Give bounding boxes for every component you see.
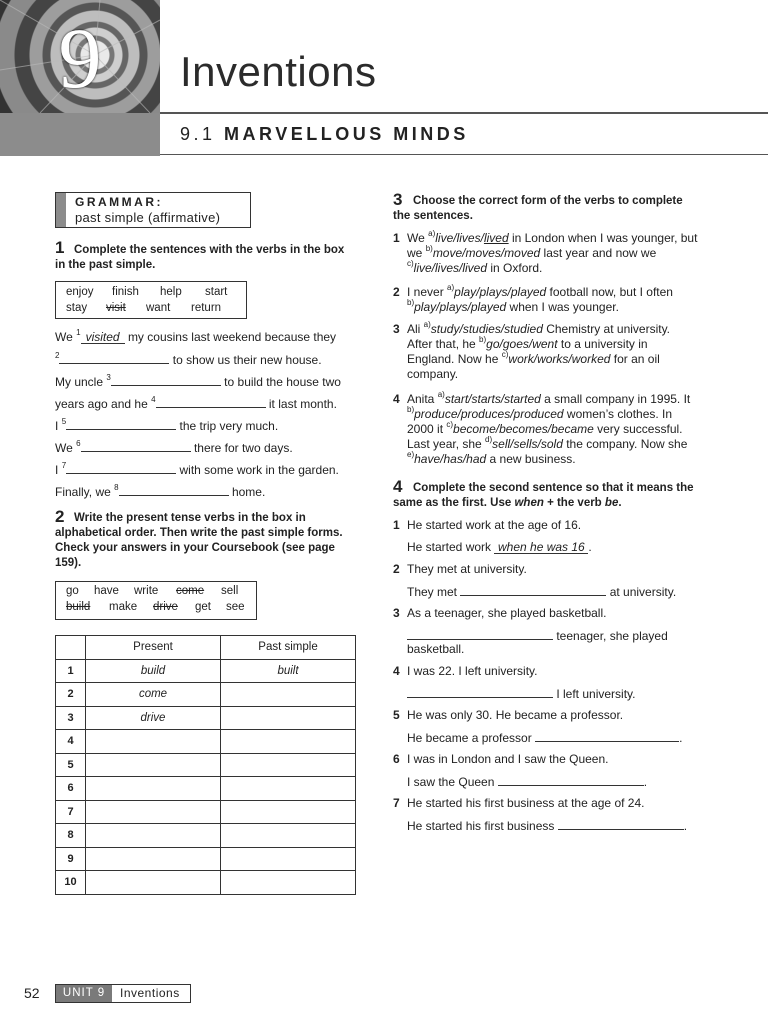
past-cell[interactable]: [221, 706, 356, 730]
ex1-line-5: [55, 418, 278, 434]
word: have: [94, 585, 119, 597]
present-cell[interactable]: build: [86, 659, 221, 683]
ex3-item-1: 1 We $^{a)}$live/lives/lived in London when I was younger, but we $^{b)}$move/moves/moved last year and now we $^{c)}$live/lives/lived in Oxford.: [393, 229, 698, 275]
line-text: to show us their new house.: [172, 353, 322, 367]
ex1-line-2: [55, 352, 322, 368]
line-text: I: [55, 463, 59, 477]
section-heading: [180, 124, 469, 145]
second-sentence-end: I left university.: [556, 687, 636, 701]
table-row: [56, 800, 356, 824]
first-sentence: I was in London and I saw the Queen.: [407, 752, 609, 766]
ex4-item-6: [393, 752, 609, 767]
row-number: 2: [56, 683, 86, 707]
present-cell[interactable]: [86, 871, 221, 895]
word: sell: [221, 585, 239, 597]
example-answer: when he was 16: [494, 541, 588, 554]
item-number: 2: [393, 562, 400, 576]
gap-number: 3: [106, 373, 111, 382]
header-rule: [160, 112, 768, 114]
row-number: 4: [56, 730, 86, 754]
second-sentence-start: He started work: [407, 540, 492, 554]
instruction-text: Complete the second sentence so that it means the same as the first. Use: [393, 482, 694, 509]
table-row: [56, 847, 356, 871]
answer-blank[interactable]: [535, 730, 679, 742]
gap-number: 6: [76, 439, 81, 448]
ex4-item-4-second: [407, 686, 635, 702]
table-header-row: [56, 636, 356, 660]
ex1-line-8: [55, 484, 265, 500]
second-sentence-end: .: [683, 819, 688, 833]
past-cell[interactable]: [221, 824, 356, 848]
word-crossed: build: [66, 601, 91, 613]
row-number: 1: [56, 659, 86, 683]
ex1-number: 1: [55, 238, 65, 257]
word: start: [205, 286, 228, 298]
page-number: 52: [24, 985, 40, 1001]
ex4-item-2: [393, 562, 527, 577]
ex3-item-4: 4 Anita $^{a)}$start/starts/started a small company in 1995. It $^{b)}$produce/produces/produced women’s clothes. In 2000 it $^{c)}$become/becomes/became very successful. Last year, she $^{d)}$sell/sells/sold the company. Now she $^{e)}$have/has/had a new business.: [393, 390, 691, 466]
present-cell[interactable]: [86, 753, 221, 777]
ex3-item-3: 3 Ali $^{a)}$study/studies/studied Chemistry at university. After that, he $^{b)}$go/goes/went to a university in England. Now he $^{c)}$work/works/worked for an oil company.: [393, 320, 671, 381]
grammar-box-bar: [56, 193, 66, 227]
first-sentence: He started work at the age of 16.: [407, 518, 582, 532]
answer-blank[interactable]: [119, 484, 229, 496]
line-text: the trip very much.: [179, 419, 279, 433]
answer-blank[interactable]: [66, 418, 176, 430]
ex1-line-6: [55, 440, 293, 456]
gap-number: 7: [61, 461, 67, 470]
item-number: 1: [393, 518, 400, 532]
present-cell[interactable]: drive: [86, 706, 221, 730]
past-cell[interactable]: [221, 800, 356, 824]
answer-blank[interactable]: [558, 818, 684, 830]
footer-unit-label: UNIT 9: [56, 985, 112, 1002]
answer-blank[interactable]: [407, 686, 553, 698]
answer-blank[interactable]: [81, 440, 191, 452]
item-number: 6: [393, 752, 400, 766]
line-text: it last month.: [268, 397, 337, 411]
row-number: 8: [56, 824, 86, 848]
column-header: Present: [86, 636, 221, 660]
answer-blank[interactable]: [498, 774, 644, 786]
ex1-line-7: [55, 462, 339, 478]
word: help: [160, 286, 182, 298]
second-sentence-continuation: basketball.: [407, 642, 465, 656]
past-cell[interactable]: [221, 730, 356, 754]
second-sentence-start: He became a professor: [407, 731, 532, 745]
ex3-item-2: 2 I never $^{a)}$play/plays/played football now, but I often $^{b)}$play/plays/played when I was younger.: [393, 283, 673, 314]
present-cell[interactable]: [86, 800, 221, 824]
ex2-instruction: Write the present tense verbs in the box in alphabetical order. Then write the past simple forms. Check your answers in your Coursebook (see page 159).: [55, 512, 343, 569]
answer-blank[interactable]: [66, 462, 176, 474]
second-sentence-end: .: [643, 775, 648, 789]
word-crossed: drive: [153, 601, 178, 613]
ex4-item-7-second: [407, 818, 687, 834]
second-sentence-end: teenager, she played: [556, 629, 668, 643]
line-text: years ago and he: [55, 397, 148, 411]
gap-number: 4: [151, 395, 156, 404]
section-title: MARVELLOUS MINDS: [224, 124, 469, 144]
grammar-topic: past simple (affirmative): [75, 210, 221, 225]
table-corner: [56, 636, 86, 660]
header-rule-bottom: [160, 154, 768, 155]
header-gray-bar: [0, 113, 160, 156]
item-number: 3: [393, 606, 400, 620]
line-text: with some work in the garden.: [179, 463, 339, 477]
second-sentence-end: at university.: [609, 585, 677, 599]
ex4-instruction: Complete the second sentence so that it means the same as the first. Use when + the verb be.: [393, 482, 694, 509]
table-row: [56, 753, 356, 777]
word: make: [109, 601, 138, 613]
second-sentence-start: They met: [407, 585, 458, 599]
item-number: 4: [393, 664, 400, 678]
ex4-number: 4: [393, 477, 403, 496]
second-sentence-end: .: [679, 731, 683, 745]
line-text: We: [55, 330, 73, 344]
ex2-word-box: [55, 581, 257, 620]
line-text: I: [55, 419, 59, 433]
first-sentence: As a teenager, she played basketball.: [407, 606, 607, 620]
unit-number: 9: [58, 10, 102, 106]
ex1-line-4: [55, 396, 337, 412]
ex4-item-3: [393, 606, 607, 621]
answer-blank[interactable]: [460, 584, 606, 596]
ex1-instruction: Complete the sentences with the verbs in the box in the past simple.: [55, 244, 345, 271]
footer-unit-title: Inventions: [120, 986, 180, 1000]
row-number: 7: [56, 800, 86, 824]
word: return: [191, 302, 222, 314]
table-row: [56, 777, 356, 801]
word: stay: [66, 302, 88, 314]
second-sentence-end: .: [588, 540, 592, 554]
second-sentence-start: I saw the Queen: [407, 775, 495, 789]
present-cell[interactable]: [86, 847, 221, 871]
unit-title: Inventions: [180, 48, 377, 95]
grammar-label: GRAMMAR:: [75, 195, 163, 209]
table-row: [56, 730, 356, 754]
present-cell[interactable]: [86, 777, 221, 801]
ex4-item-5-second: [407, 730, 682, 746]
past-cell[interactable]: built: [221, 659, 356, 683]
line-text: We: [55, 441, 73, 455]
ex4-item-5: [393, 708, 624, 723]
second-sentence-start: He started his first business: [407, 819, 555, 833]
answer-blank[interactable]: [111, 374, 221, 386]
word-crossed: come: [176, 585, 205, 597]
line-text: My uncle: [55, 375, 104, 389]
ex4-item-1-second: [407, 540, 592, 555]
answer-blank[interactable]: [407, 628, 553, 640]
ex4-item-7: [393, 796, 645, 811]
ex3-number: 3: [393, 190, 403, 209]
past-cell[interactable]: [221, 847, 356, 871]
past-cell[interactable]: [221, 753, 356, 777]
word: go: [66, 585, 79, 597]
word: get: [195, 601, 211, 613]
ex1-line-1: [55, 330, 336, 345]
ex4-item-1: [393, 518, 582, 533]
grammar-box: [55, 192, 251, 228]
line-text: there for two days.: [193, 441, 293, 455]
answer-blank[interactable]: [59, 352, 169, 364]
answer-blank[interactable]: [156, 396, 266, 408]
table-row: [56, 871, 356, 895]
line-text: Finally, we: [55, 485, 111, 499]
gap-number: 5: [61, 417, 67, 426]
first-sentence: He started his first business at the age of 24.: [407, 796, 645, 810]
word: write: [134, 585, 159, 597]
word-crossed: visit: [106, 302, 126, 314]
present-cell[interactable]: [86, 824, 221, 848]
word: finish: [112, 286, 139, 298]
first-sentence: They met at university.: [407, 562, 527, 576]
item-number: 5: [393, 708, 400, 722]
first-sentence: He was only 30. He became a professor.: [407, 708, 624, 722]
table-row: [56, 683, 356, 707]
ex1-word-box: [55, 281, 247, 319]
keyword-be: be: [604, 497, 619, 509]
present-cell[interactable]: come: [86, 683, 221, 707]
table-row: [56, 659, 356, 683]
gap-number: 1: [76, 328, 81, 337]
row-number: 6: [56, 777, 86, 801]
word: enjoy: [66, 286, 94, 298]
ex2-number: 2: [55, 507, 65, 526]
gap-number: 2: [55, 351, 60, 360]
row-number: 9: [56, 847, 86, 871]
ex1-line-3: [55, 374, 341, 390]
first-sentence: I was 22. I left university.: [407, 664, 538, 678]
line-text: my cousins last weekend because they: [127, 330, 337, 344]
table-row: [56, 824, 356, 848]
word: want: [146, 302, 171, 314]
row-number: 10: [56, 871, 86, 895]
keyword-when: when: [514, 497, 544, 509]
ex4-item-4: [393, 664, 538, 679]
footer-unit-tag: [55, 984, 191, 1003]
gap-number: 8: [114, 483, 119, 492]
section-number: 9.1: [180, 124, 216, 144]
row-number: 3: [56, 706, 86, 730]
line-text: home.: [231, 485, 266, 499]
line-text: to build the house two: [224, 375, 341, 389]
ex4-item-6-second: [407, 774, 647, 790]
ex4-item-2-second: [407, 584, 676, 600]
past-cell[interactable]: [221, 777, 356, 801]
row-number: 5: [56, 753, 86, 777]
example-answer: visited: [81, 331, 125, 344]
instruction-text: + the verb: [547, 497, 602, 509]
past-cell[interactable]: [221, 683, 356, 707]
present-cell[interactable]: [86, 730, 221, 754]
ex3-instruction: Choose the correct form of the verbs to complete the sentences.: [393, 195, 683, 222]
column-header: Past simple: [221, 636, 356, 660]
present-past-table: [55, 635, 356, 895]
past-cell[interactable]: [221, 871, 356, 895]
word: see: [226, 601, 245, 613]
table-row: [56, 706, 356, 730]
item-number: 7: [393, 796, 400, 810]
